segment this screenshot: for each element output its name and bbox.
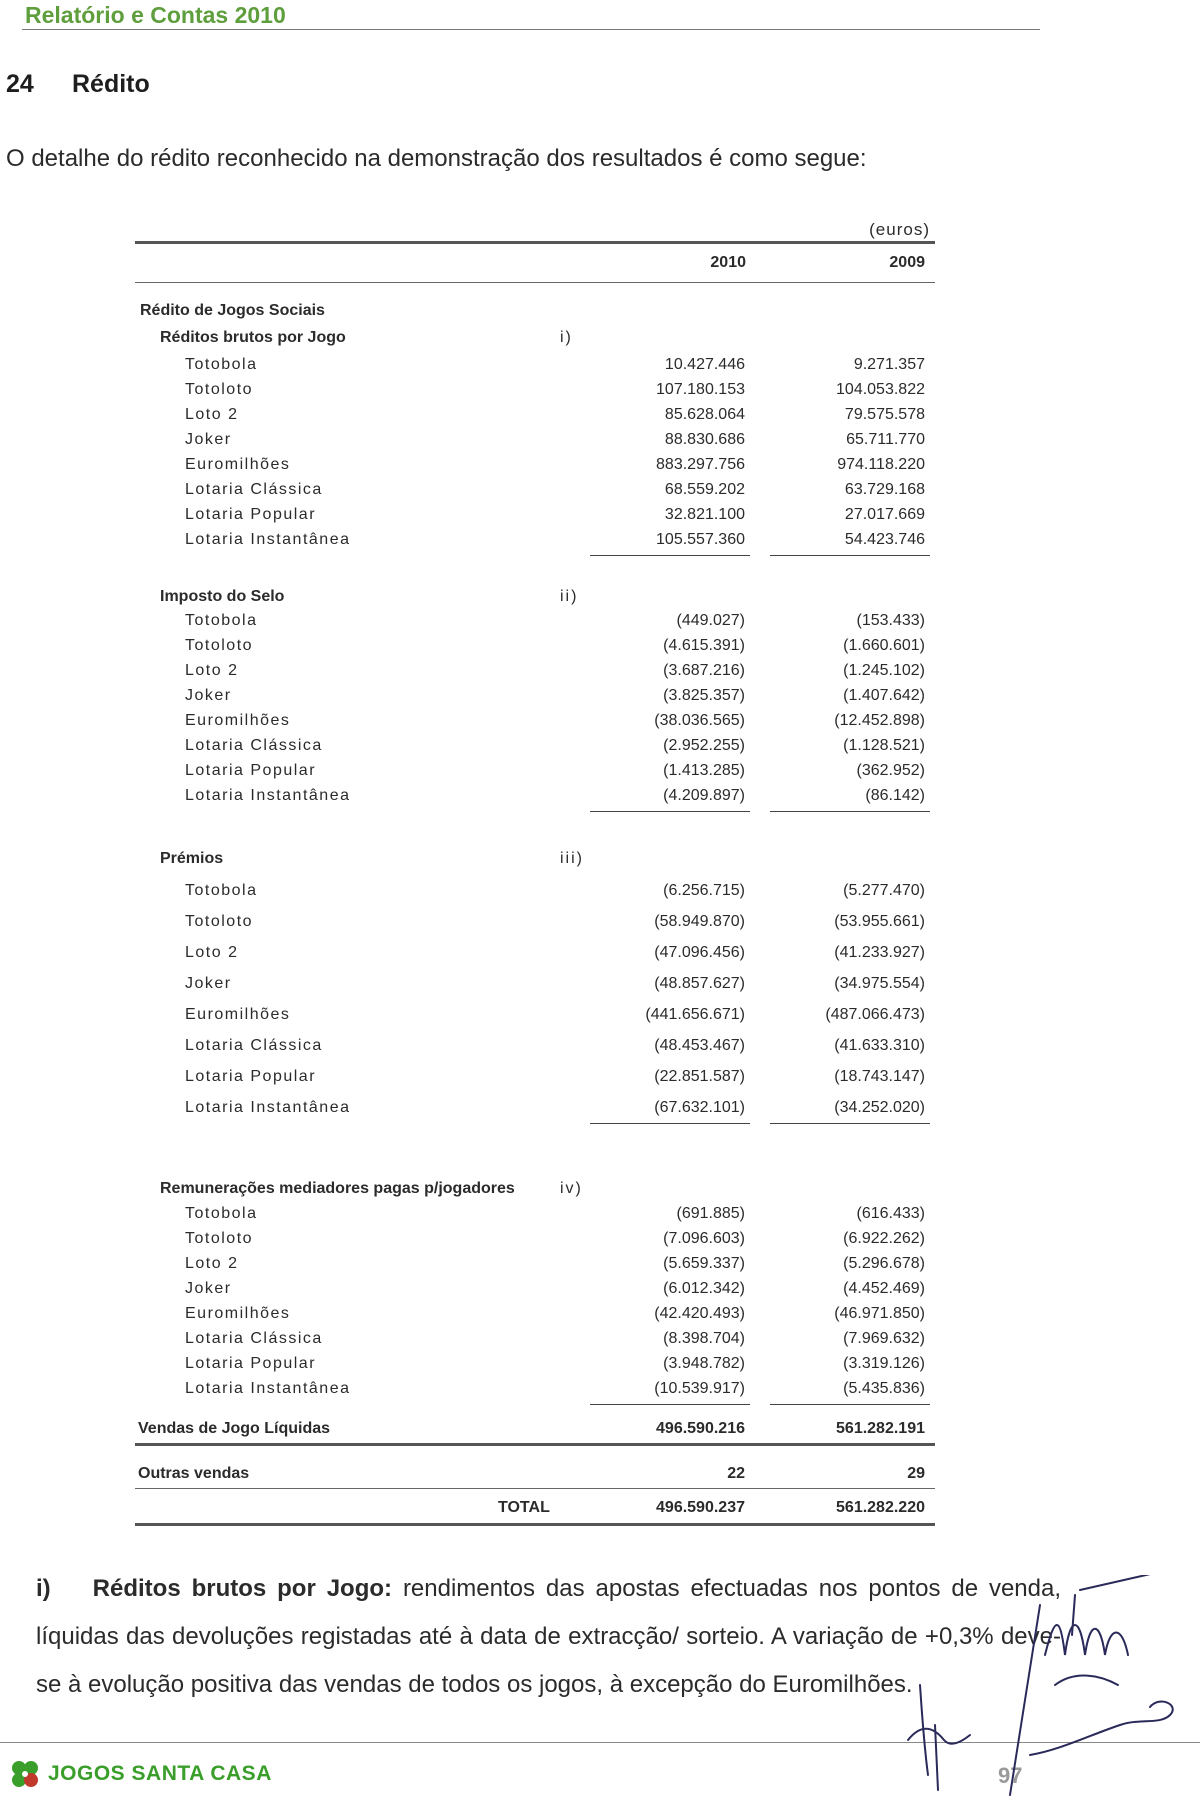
value-2010: (67.632.101) bbox=[654, 1099, 745, 1116]
table-row bbox=[0, 612, 1200, 636]
total-row bbox=[0, 1499, 1200, 1523]
value-2010: (42.420.493) bbox=[654, 1305, 745, 1322]
other-sales-label: Outras vendas bbox=[138, 1465, 250, 1482]
group-subtitle: Prémios bbox=[160, 850, 224, 867]
value-2010: (4.615.391) bbox=[663, 637, 745, 654]
table-row bbox=[0, 381, 1200, 405]
table-row bbox=[0, 1305, 1200, 1329]
value-2010: (6.256.715) bbox=[663, 882, 745, 899]
group-subtitle: Imposto do Selo bbox=[160, 588, 285, 605]
table-subgroup-header bbox=[0, 588, 1200, 612]
value-2009: (362.952) bbox=[856, 762, 925, 779]
value-2010: (10.539.917) bbox=[654, 1380, 745, 1397]
table-top-rule bbox=[135, 241, 935, 244]
row-label: Totoloto bbox=[185, 913, 254, 930]
page-number: 97 bbox=[998, 1763, 1023, 1788]
value-2009: (5.296.678) bbox=[843, 1255, 925, 1272]
value-2010: (5.659.337) bbox=[663, 1255, 745, 1272]
row-label: Lotaria Popular bbox=[185, 1068, 317, 1085]
total-2010: 496.590.237 bbox=[656, 1499, 745, 1516]
table-row bbox=[0, 1068, 1200, 1092]
subtotal-rule bbox=[770, 555, 930, 556]
value-2010: (47.096.456) bbox=[654, 944, 745, 961]
table-group-header bbox=[0, 302, 1200, 326]
row-label: Totoloto bbox=[185, 381, 254, 398]
row-label: Lotaria Instantânea bbox=[185, 531, 351, 548]
subtotal-rule bbox=[770, 1404, 930, 1405]
total-label: TOTAL bbox=[498, 1499, 550, 1516]
subtotal-rule bbox=[590, 555, 750, 556]
value-2009: (1.660.601) bbox=[843, 637, 925, 654]
table-row bbox=[0, 882, 1200, 906]
table-row bbox=[0, 1330, 1200, 1354]
table-row bbox=[0, 456, 1200, 480]
net-sales-2009: 561.282.191 bbox=[836, 1420, 925, 1437]
row-label: Lotaria Clássica bbox=[185, 1037, 323, 1054]
value-2010: (8.398.704) bbox=[663, 1330, 745, 1347]
group-note-marker: i) bbox=[560, 329, 573, 346]
row-label: Lotaria Instantânea bbox=[185, 787, 351, 804]
value-2009: (41.633.310) bbox=[834, 1037, 925, 1054]
value-2009: (1.407.642) bbox=[843, 687, 925, 704]
subtotal-rule bbox=[590, 1123, 750, 1124]
total-rule bbox=[135, 1523, 935, 1526]
value-2009: (1.128.521) bbox=[843, 737, 925, 754]
group-subtitle: Réditos brutos por Jogo bbox=[160, 329, 346, 346]
row-label: Lotaria Popular bbox=[185, 1355, 317, 1372]
row-label: Loto 2 bbox=[185, 1255, 239, 1272]
net-sales-rule bbox=[135, 1443, 935, 1446]
subtotal-rule bbox=[590, 811, 750, 812]
row-label: Euromilhões bbox=[185, 1006, 291, 1023]
row-label: Lotaria Instantânea bbox=[185, 1099, 351, 1116]
footnote-text: rendimentos das apostas efectuadas nos pontos de venda, líquidas das devoluções registadas até à data de extracção/ sorteio. A variação de +0,3% deve-se à evolução positiva das vendas de todos os jogos, à excepção do Euromilhões. bbox=[36, 1575, 1061, 1698]
value-2009: (153.433) bbox=[856, 612, 925, 629]
value-2010: 68.559.202 bbox=[664, 481, 745, 498]
subtotal-rule bbox=[590, 1404, 750, 1405]
group-subtitle: Remunerações mediadores pagas p/jogadores bbox=[160, 1180, 515, 1197]
value-2010: (2.952.255) bbox=[663, 737, 745, 754]
row-label: Lotaria Popular bbox=[185, 506, 317, 523]
table-row bbox=[0, 406, 1200, 430]
row-label: Joker bbox=[185, 431, 232, 448]
value-2010: (441.656.671) bbox=[645, 1006, 745, 1023]
value-2009: (12.452.898) bbox=[834, 712, 925, 729]
value-2009: 27.017.669 bbox=[844, 506, 925, 523]
year-2009-header: 2009 bbox=[889, 254, 925, 271]
value-2009: (18.743.147) bbox=[834, 1068, 925, 1085]
value-2010: (58.949.870) bbox=[654, 913, 745, 930]
value-2009: 54.423.746 bbox=[844, 531, 925, 548]
value-2010: (6.012.342) bbox=[663, 1280, 745, 1297]
table-row bbox=[0, 1037, 1200, 1061]
row-label: Loto 2 bbox=[185, 662, 239, 679]
value-2009: (86.142) bbox=[865, 787, 925, 804]
table-row bbox=[0, 1006, 1200, 1030]
value-2009: 9.271.357 bbox=[853, 356, 925, 373]
value-2009: (4.452.469) bbox=[843, 1280, 925, 1297]
value-2009: (7.969.632) bbox=[843, 1330, 925, 1347]
value-2009: 104.053.822 bbox=[836, 381, 925, 398]
value-2010: (4.209.897) bbox=[663, 787, 745, 804]
value-2010: 105.557.360 bbox=[656, 531, 745, 548]
table-header-rule bbox=[135, 282, 935, 283]
other-sales-row bbox=[0, 1465, 1200, 1489]
value-2010: 85.628.064 bbox=[664, 406, 745, 423]
table-row bbox=[0, 1380, 1200, 1404]
value-2009: (1.245.102) bbox=[843, 662, 925, 679]
row-label: Euromilhões bbox=[185, 712, 291, 729]
table-row bbox=[0, 787, 1200, 811]
table-row bbox=[0, 687, 1200, 711]
table-row bbox=[0, 913, 1200, 937]
group-title: Rédito de Jogos Sociais bbox=[140, 302, 325, 319]
net-sales-label: Vendas de Jogo Líquidas bbox=[138, 1420, 331, 1437]
brand-logo bbox=[8, 1757, 272, 1791]
row-label: Totobola bbox=[185, 882, 258, 899]
other-sales-2010: 22 bbox=[727, 1465, 745, 1482]
year-2010-header: 2010 bbox=[710, 254, 746, 271]
value-2010: 883.297.756 bbox=[656, 456, 745, 473]
handwritten-signature-icon bbox=[860, 1575, 1200, 1800]
table-row bbox=[0, 944, 1200, 968]
value-2009: (34.975.554) bbox=[834, 975, 925, 992]
table-row bbox=[0, 1230, 1200, 1254]
clover-icon bbox=[8, 1757, 42, 1791]
document-title: Relatório e Contas 2010 bbox=[25, 2, 286, 28]
table-row bbox=[0, 975, 1200, 999]
value-2010: (3.687.216) bbox=[663, 662, 745, 679]
value-2010: (48.857.627) bbox=[654, 975, 745, 992]
row-label: Lotaria Instantânea bbox=[185, 1380, 351, 1397]
table-subgroup-header bbox=[0, 1180, 1200, 1204]
row-label: Lotaria Clássica bbox=[185, 481, 323, 498]
row-label: Lotaria Clássica bbox=[185, 1330, 323, 1347]
row-label: Lotaria Popular bbox=[185, 762, 317, 779]
table-row bbox=[0, 481, 1200, 505]
table-row bbox=[0, 1255, 1200, 1279]
row-label: Joker bbox=[185, 1280, 232, 1297]
table-row bbox=[0, 1355, 1200, 1379]
value-2010: (691.885) bbox=[676, 1205, 745, 1222]
group-note-marker: ii) bbox=[560, 588, 579, 605]
value-2009: (616.433) bbox=[856, 1205, 925, 1222]
header-rule bbox=[22, 29, 1040, 30]
value-2009: (6.922.262) bbox=[843, 1230, 925, 1247]
value-2010: 107.180.153 bbox=[656, 381, 745, 398]
subtotal-rule bbox=[770, 1123, 930, 1124]
group-note-marker: iii) bbox=[560, 850, 584, 867]
value-2010: (3.948.782) bbox=[663, 1355, 745, 1372]
footnote-marker: i) bbox=[36, 1575, 51, 1602]
subtotal-rule bbox=[770, 811, 930, 812]
value-2009: 974.118.220 bbox=[837, 456, 925, 473]
table-row bbox=[0, 531, 1200, 555]
table-row bbox=[0, 762, 1200, 786]
table-row bbox=[0, 737, 1200, 761]
value-2010: (22.851.587) bbox=[654, 1068, 745, 1085]
total-2009: 561.282.220 bbox=[836, 1499, 925, 1516]
value-2009: (3.319.126) bbox=[843, 1355, 925, 1372]
table-row bbox=[0, 1099, 1200, 1123]
row-label: Joker bbox=[185, 687, 232, 704]
row-label: Totobola bbox=[185, 1205, 258, 1222]
value-2009: 63.729.168 bbox=[844, 481, 925, 498]
value-2009: (41.233.927) bbox=[834, 944, 925, 961]
value-2009: (46.971.850) bbox=[834, 1305, 925, 1322]
value-2010: 10.427.446 bbox=[664, 356, 745, 373]
value-2009: (487.066.473) bbox=[825, 1006, 925, 1023]
table-row bbox=[0, 662, 1200, 686]
other-sales-2009: 29 bbox=[907, 1465, 925, 1482]
value-2009: 65.711.770 bbox=[846, 431, 925, 448]
value-2010: (48.453.467) bbox=[654, 1037, 745, 1054]
table-row bbox=[0, 1280, 1200, 1304]
value-2010: (7.096.603) bbox=[663, 1230, 745, 1247]
section-number: 24 bbox=[6, 70, 34, 98]
value-2010: (1.413.285) bbox=[663, 762, 745, 779]
row-label: Totobola bbox=[185, 356, 258, 373]
section-title: Rédito bbox=[72, 70, 150, 98]
value-2010: 32.821.100 bbox=[664, 506, 745, 523]
table-row bbox=[0, 1205, 1200, 1229]
brand-name: JOGOS SANTA CASA bbox=[48, 1762, 272, 1785]
table-row bbox=[0, 356, 1200, 380]
value-2010: (38.036.565) bbox=[654, 712, 745, 729]
currency-label: (euros) bbox=[869, 220, 930, 239]
value-2009: 79.575.578 bbox=[844, 406, 925, 423]
row-label: Joker bbox=[185, 975, 232, 992]
row-label: Lotaria Clássica bbox=[185, 737, 323, 754]
value-2009: (53.955.661) bbox=[834, 913, 925, 930]
value-2010: (449.027) bbox=[676, 612, 745, 629]
row-label: Loto 2 bbox=[185, 406, 239, 423]
net-sales-2010: 496.590.216 bbox=[656, 1420, 745, 1437]
table-row bbox=[0, 431, 1200, 455]
value-2010: 88.830.686 bbox=[664, 431, 745, 448]
group-note-marker: iv) bbox=[560, 1180, 583, 1197]
row-label: Euromilhões bbox=[185, 456, 291, 473]
row-label: Totobola bbox=[185, 612, 258, 629]
table-row bbox=[0, 712, 1200, 736]
table-subgroup-header bbox=[0, 850, 1200, 874]
row-label: Totoloto bbox=[185, 1230, 254, 1247]
value-2009: (34.252.020) bbox=[834, 1099, 925, 1116]
row-label: Totoloto bbox=[185, 637, 254, 654]
table-row bbox=[0, 637, 1200, 661]
net-sales-row bbox=[0, 1420, 1200, 1444]
other-sales-rule bbox=[135, 1488, 935, 1489]
row-label: Euromilhões bbox=[185, 1305, 291, 1322]
footnote-term: Réditos brutos por Jogo: bbox=[92, 1575, 393, 1602]
value-2010: (3.825.357) bbox=[663, 687, 745, 704]
table-row bbox=[0, 506, 1200, 530]
table-subgroup-header bbox=[0, 329, 1200, 353]
row-label: Loto 2 bbox=[185, 944, 239, 961]
section-intro: O detalhe do rédito reconhecido na demonstração dos resultados é como segue: bbox=[6, 145, 867, 172]
value-2009: (5.435.836) bbox=[843, 1380, 925, 1397]
value-2009: (5.277.470) bbox=[843, 882, 925, 899]
